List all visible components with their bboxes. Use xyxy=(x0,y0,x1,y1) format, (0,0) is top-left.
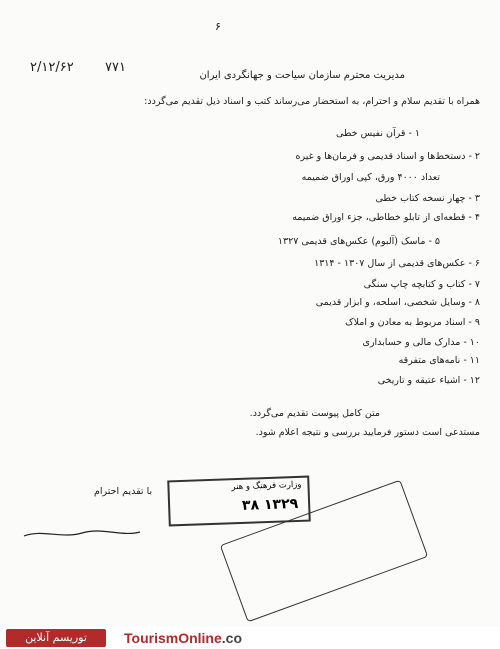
body-line: مدیریت محترم سازمان سیاحت و جهانگردی ایران xyxy=(199,70,405,81)
stamp-org: وزارت فرهنگ و هنر xyxy=(231,479,302,493)
body-line: ۱۲ - اشیاء عتیقه و تاریخی xyxy=(377,375,480,386)
body-line: مستدعی است دستور فرمایید بررسی و نتیجه اعلام شود. xyxy=(255,427,480,438)
watermark-bar xyxy=(0,627,500,649)
body-line: ۸ - وسایل شخصی، اسلحه، و ابزار قدیمی xyxy=(315,297,480,308)
body-line: تعداد ۴۰۰۰ ورق، کپی اوراق ضمیمه xyxy=(301,172,440,183)
body-line: متن کامل پیوست تقدیم می‌گردد. xyxy=(249,408,380,419)
body-line: ۱۰ - مدارک مالی و حسابداری xyxy=(362,337,480,348)
header-mark: ۶ xyxy=(215,20,221,33)
body-line: ۱ - قرآن نفیس خطی xyxy=(335,128,420,139)
brand-name-part: Online xyxy=(178,630,222,646)
body-line: ۱۱ - نامه‌های متفرقه xyxy=(398,355,480,366)
body-line: ۷ - کتاب و کتابچه چاپ سنگی xyxy=(363,279,480,290)
brand-tld: .co xyxy=(221,630,242,646)
brand-logo-en xyxy=(124,627,242,649)
body-line: ۵ - ماسک (آلبوم) عکس‌های قدیمی ۱۳۲۷ xyxy=(277,236,440,247)
body-line: ۲ - دستخط‌ها و اسناد قدیمی و فرمان‌ها و غیره xyxy=(295,151,480,162)
brand-name-part: Tourism xyxy=(124,630,179,646)
brand-logo-fa: توریسم آنلاین xyxy=(6,629,106,647)
reference-number: ۷۷۱ xyxy=(105,60,126,75)
closing-line: با تقدیم احترام xyxy=(94,486,153,497)
signature-mark xyxy=(22,527,142,541)
reference-date: ۲/۱۲/۶۲ xyxy=(30,60,74,75)
body-line: ۹ - اسناد مربوط به معادن و املاک xyxy=(345,317,480,328)
body-line: ۴ - قطعه‌ای از تابلو خطاطی، جزء اوراق ضمیمه xyxy=(292,212,480,223)
body-line: ۳ - چهار نسخه کتاب خطی xyxy=(375,193,480,204)
body-line: همراه با تقدیم سلام و احترام، به استحضار می‌رساند کتب و اسناد ذیل تقدیم می‌گردد: xyxy=(144,96,480,107)
stamp-number: ۱۳۲۹ ۳۸ xyxy=(241,495,299,514)
body-line: ۶ - عکس‌های قدیمی از سال ۱۳۰۷ - ۱۳۱۴ xyxy=(314,258,480,269)
